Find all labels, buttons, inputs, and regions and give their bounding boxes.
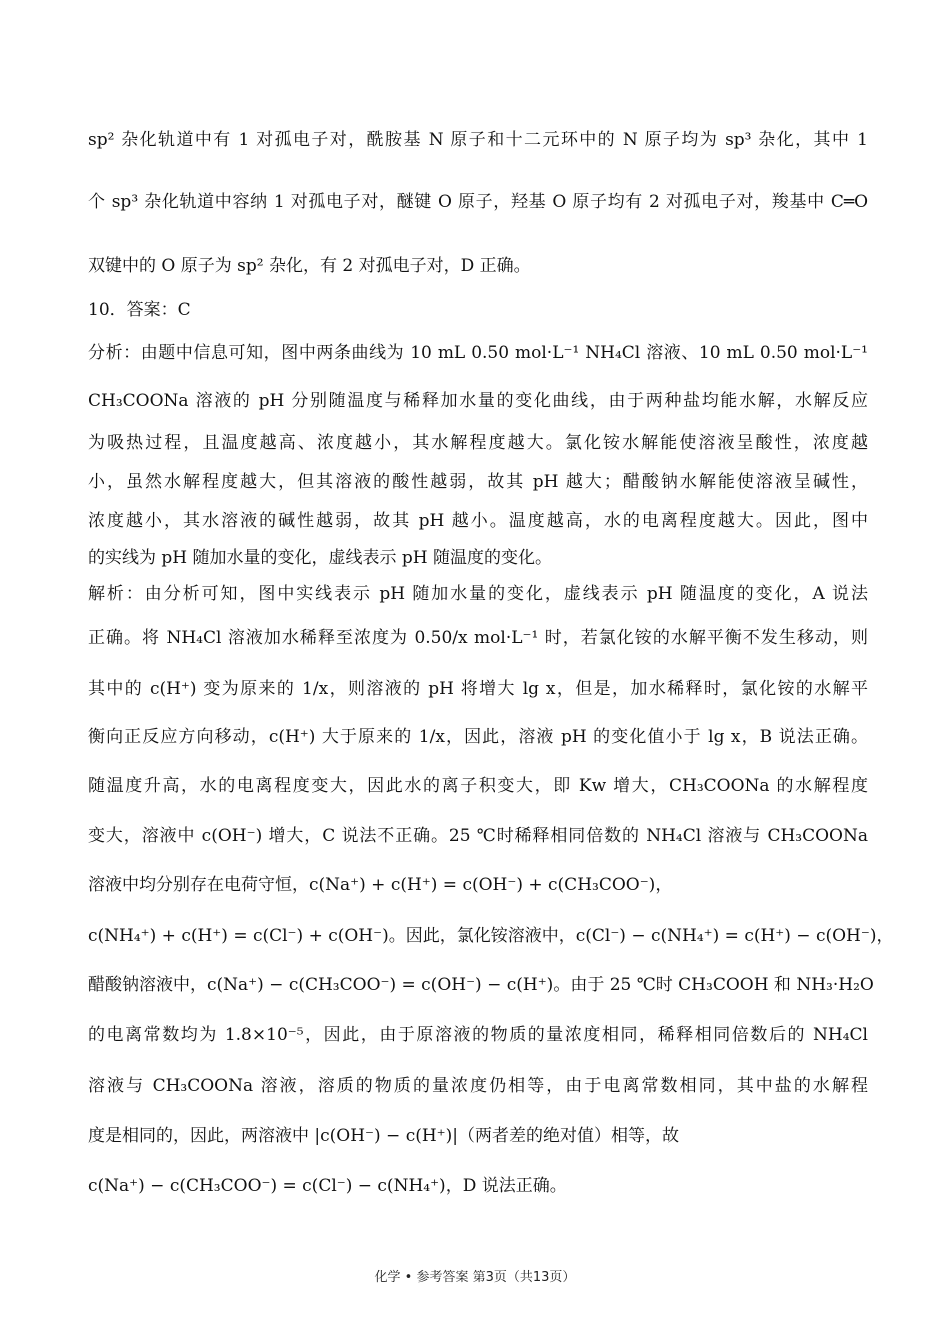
text-line: 溶液与 CH₃COONa 溶液，溶质的物质的量浓度仍相等，由于电离常数相同，其中盐的水解程 [88, 1076, 868, 1096]
text-line: 为吸热过程，且温度越高、浓度越小，其水解程度越大。氯化铵水解能使溶液呈酸性，浓度越 [88, 433, 868, 453]
text-line: 的电离常数均为 1.8×10⁻⁵，因此，由于原溶液的物质的量浓度相同，稀释相同倍数后的 NH₄Cl [88, 1025, 868, 1045]
text-line: CH₃COONa 溶液的 pH 分别随温度与稀释加水量的变化曲线，由于两种盐均能水解，水解反应 [88, 391, 868, 411]
text-line: 的实线为 pH 随加水量的变化，虚线表示 pH 随温度的变化。 [88, 548, 553, 568]
text-line: 变大，溶液中 c(OH⁻) 增大，C 说法不正确。25 ℃时稀释相同倍数的 NH₄Cl 溶液与 CH₃COONa [88, 826, 868, 846]
text-line: c(Na⁺) − c(CH₃COO⁻) = c(Cl⁻) − c(NH₄⁺)，D 说法正确。 [88, 1176, 567, 1196]
text-line: 醋酸钠溶液中，c(Na⁺) − c(CH₃COO⁻) = c(OH⁻) − c(H⁺)。由于 25 ℃时 CH₃COOH 和 NH₃·H₂O [88, 975, 874, 995]
text-line: 解析：由分析可知，图中实线表示 pH 随加水量的变化，虚线表示 pH 随温度的变化，A 说法 [88, 584, 868, 604]
text-line: 双键中的 O 原子为 sp² 杂化，有 2 对孤电子对，D 正确。 [88, 256, 531, 276]
text-line: 10．答案：C [88, 300, 191, 320]
text-line: 溶液中均分别存在电荷守恒，c(Na⁺) + c(H⁺) = c(OH⁻) + c(CH₃COO⁻)， [88, 875, 673, 895]
text-line: 衡向正反应方向移动，c(H⁺) 大于原来的 1/x，因此，溶液 pH 的变化值小于 lg x，B 说法正确。 [88, 727, 868, 747]
page-footer: 化学 • 参考答案 第3页（共13页） [374, 1270, 576, 1285]
text-line: 浓度越小，其水溶液的碱性越弱，故其 pH 越小。温度越高，水的电离程度越大。因此，图中 [88, 511, 868, 531]
text-line: 其中的 c(H⁺) 变为原来的 1/x，则溶液的 pH 将增大 lg x，但是，加水稀释时，氯化铵的水解平 [88, 679, 868, 699]
text-line: sp² 杂化轨道中有 1 对孤电子对，酰胺基 N 原子和十二元环中的 N 原子均为 sp³ 杂化，其中 1 [88, 130, 868, 150]
text-line: 分析：由题中信息可知，图中两条曲线为 10 mL 0.50 mol·L⁻¹ NH₄Cl 溶液、10 mL 0.50 mol·L⁻¹ [88, 343, 868, 363]
text-line: c(NH₄⁺) + c(H⁺) = c(Cl⁻) + c(OH⁻)。因此，氯化铵溶液中，c(Cl⁻) − c(NH₄⁺) = c(H⁺) − c(OH⁻)， [88, 926, 894, 946]
text-line: 个 sp³ 杂化轨道中容纳 1 对孤电子对，醚键 O 原子，羟基 O 原子均有 2 对孤电子对，羧基中 C═O [88, 192, 868, 212]
text-line: 度是相同的，因此，两溶液中 |c(OH⁻) − c(H⁺)|（两者差的绝对值）相等，故 [88, 1126, 680, 1146]
text-line: 小，虽然水解程度越大，但其溶液的酸性越弱，故其 pH 越大；醋酸钠水解能使溶液呈碱性， [88, 472, 868, 492]
text-line: 正确。将 NH₄Cl 溶液加水稀释至浓度为 0.50/x mol·L⁻¹ 时，若氯化铵的水解平衡不发生移动，则 [88, 628, 868, 648]
text-line: 随温度升高，水的电离程度变大，因此水的离子积变大，即 Kw 增大，CH₃COONa 的水解程度 [88, 776, 868, 796]
